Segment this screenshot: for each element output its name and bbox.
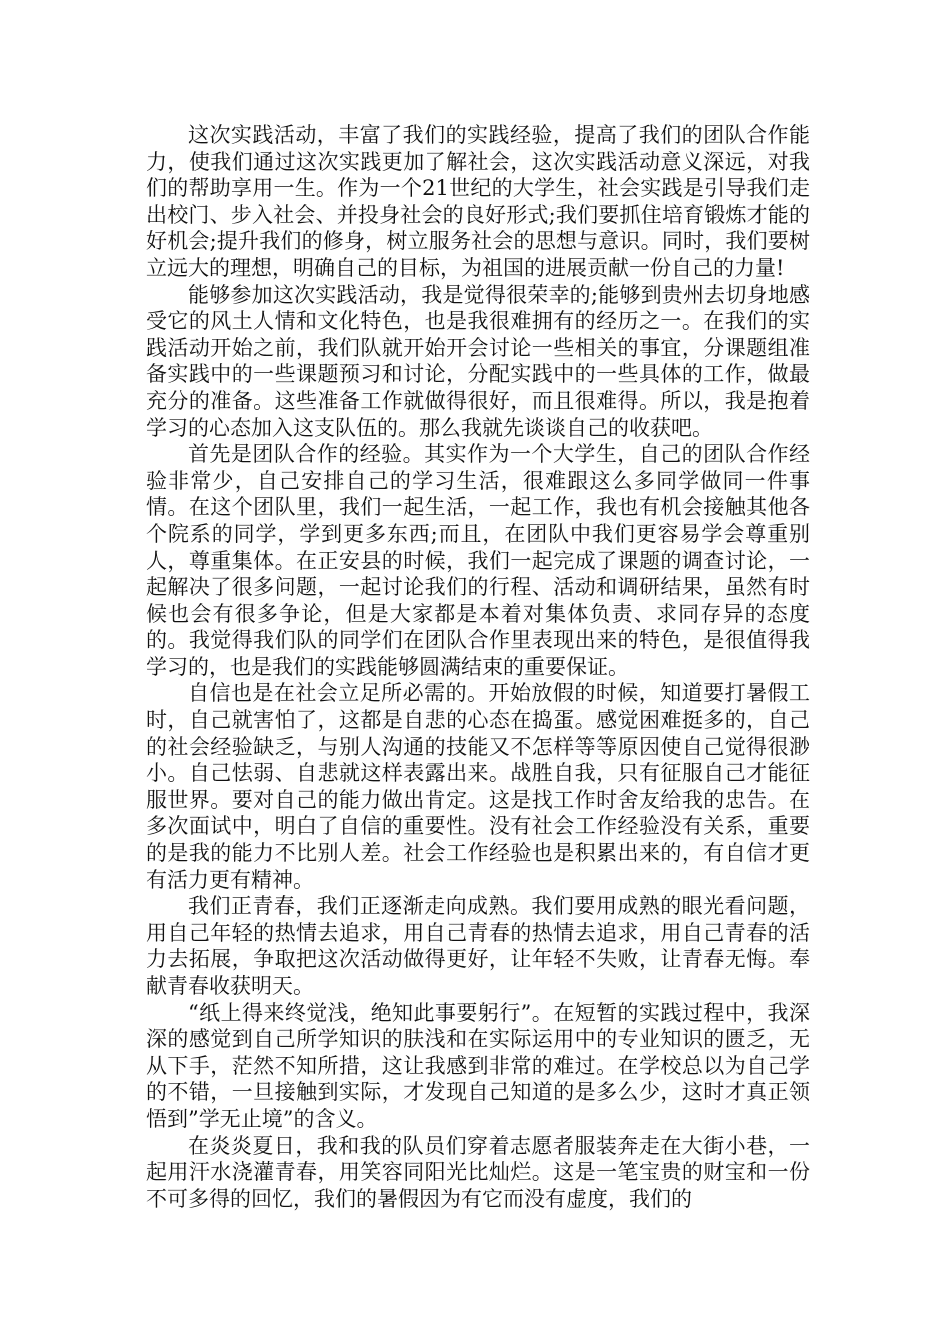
paragraph-7: 在炎炎夏日，我和我的队员们穿着志愿者服装奔走在大街小巷，一起用汗水浇灌青春，用笑容同阳光比灿烂。这是一笔宝贵的财宝和一份不可多得的回忆，我们的暑假因为有它而没有虚度，我们的 [146, 1133, 810, 1211]
paragraph-4: 自信也是在社会立足所必需的。开始放假的时候，知道要打暑假工时，自己就害怕了，这都是自悲的心态在捣蛋。感觉困难挺多的，自己的社会经验缺乏，与别人沟通的技能又不怎样等等原因使自己觉得很渺小。自己怯弱、自悲就这样表露出来。战胜自我，只有征服自己才能征服世界。要对自己的能力做出肯定。这是找工作时舍友给我的忠告。在多次面试中，明白了自信的重要性。没有社会工作经验没有关系，重要的是我的能力不比别人差。社会工作经验也是积累出来的，有自信才更有活力更有精神。 [146, 681, 810, 892]
paragraph-3: 首先是团队合作的经验。其实作为一个大学生，自己的团队合作经验非常少，自己安排自己的学习生活，很难跟这么多同学做同一件事情。在这个团队里，我们一起生活，一起工作，我也有机会接触其他各个院系的同学，学到更多东西;而且，在团队中我们更容易学会尊重别人，尊重集体。在正安县的时候，我们一起完成了课题的调查讨论，一起解决了很多问题，一起讨论我们的行程、活动和调研结果，虽然有时候也会有很多争论，但是大家都是本着对集体负责、求同存异的态度的。我觉得我们队的同学们在团队合作里表现出来的特色，是很值得我学习的，也是我们的实践能够圆满结束的重要保证。 [146, 442, 810, 679]
paragraph-2: 能够参加这次实践活动，我是觉得很荣幸的;能够到贵州去切身地感受它的风土人情和文化特色，也是我很难拥有的经历之一。在我们的实践活动开始之前，我们队就开始开会讨论一些相关的事宜，分课题组准备实践中的一些课题预习和讨论，分配实践中的一些具体的工作，做最充分的准备。这些准备工作就做得很好，而且很难得。所以，我是抱着学习的心态加入这支队伍的。那么我就先谈谈自己的收获吧。 [146, 282, 810, 440]
paragraph-1: 这次实践活动，丰富了我们的实践经验，提高了我们的团队合作能力，使我们通过这次实践更加了解社会，这次实践活动意义深远，对我们的帮助享用一生。作为一个21世纪的大学生，社会实践是引导我们走出校门、步入社会、并投身社会的良好形式;我们要抓住培育锻炼才能的好机会;提升我们的修身，树立服务社会的思想与意识。同时，我们要树立远大的理想，明确自己的目标，为祖国的进展贡献一份自己的力量! [146, 123, 810, 280]
document-body [146, 122, 810, 1212]
paragraph-6: “纸上得来终觉浅，绝知此事要躬行”。在短暂的实践过程中，我深深的感觉到自己所学知识的肤浅和在实际运用中的专业知识的匮乏，无从下手，茫然不知所措，这让我感到非常的难过。在学校总以为自己学的不错，一旦接触到实际，才发现自己知道的是多么少，这时才真正领悟到”学无止境”的含义。 [146, 1000, 810, 1131]
paragraph-5: 我们正青春，我们正逐渐走向成熟。我们要用成熟的眼光看问题，用自己年轻的热情去追求，用自己青春的热情去追求，用自己青春的活力去拓展，争取把这次活动做得更好，让年轻不失败，让青春无悔。奉献青春收获明天。 [146, 894, 810, 998]
